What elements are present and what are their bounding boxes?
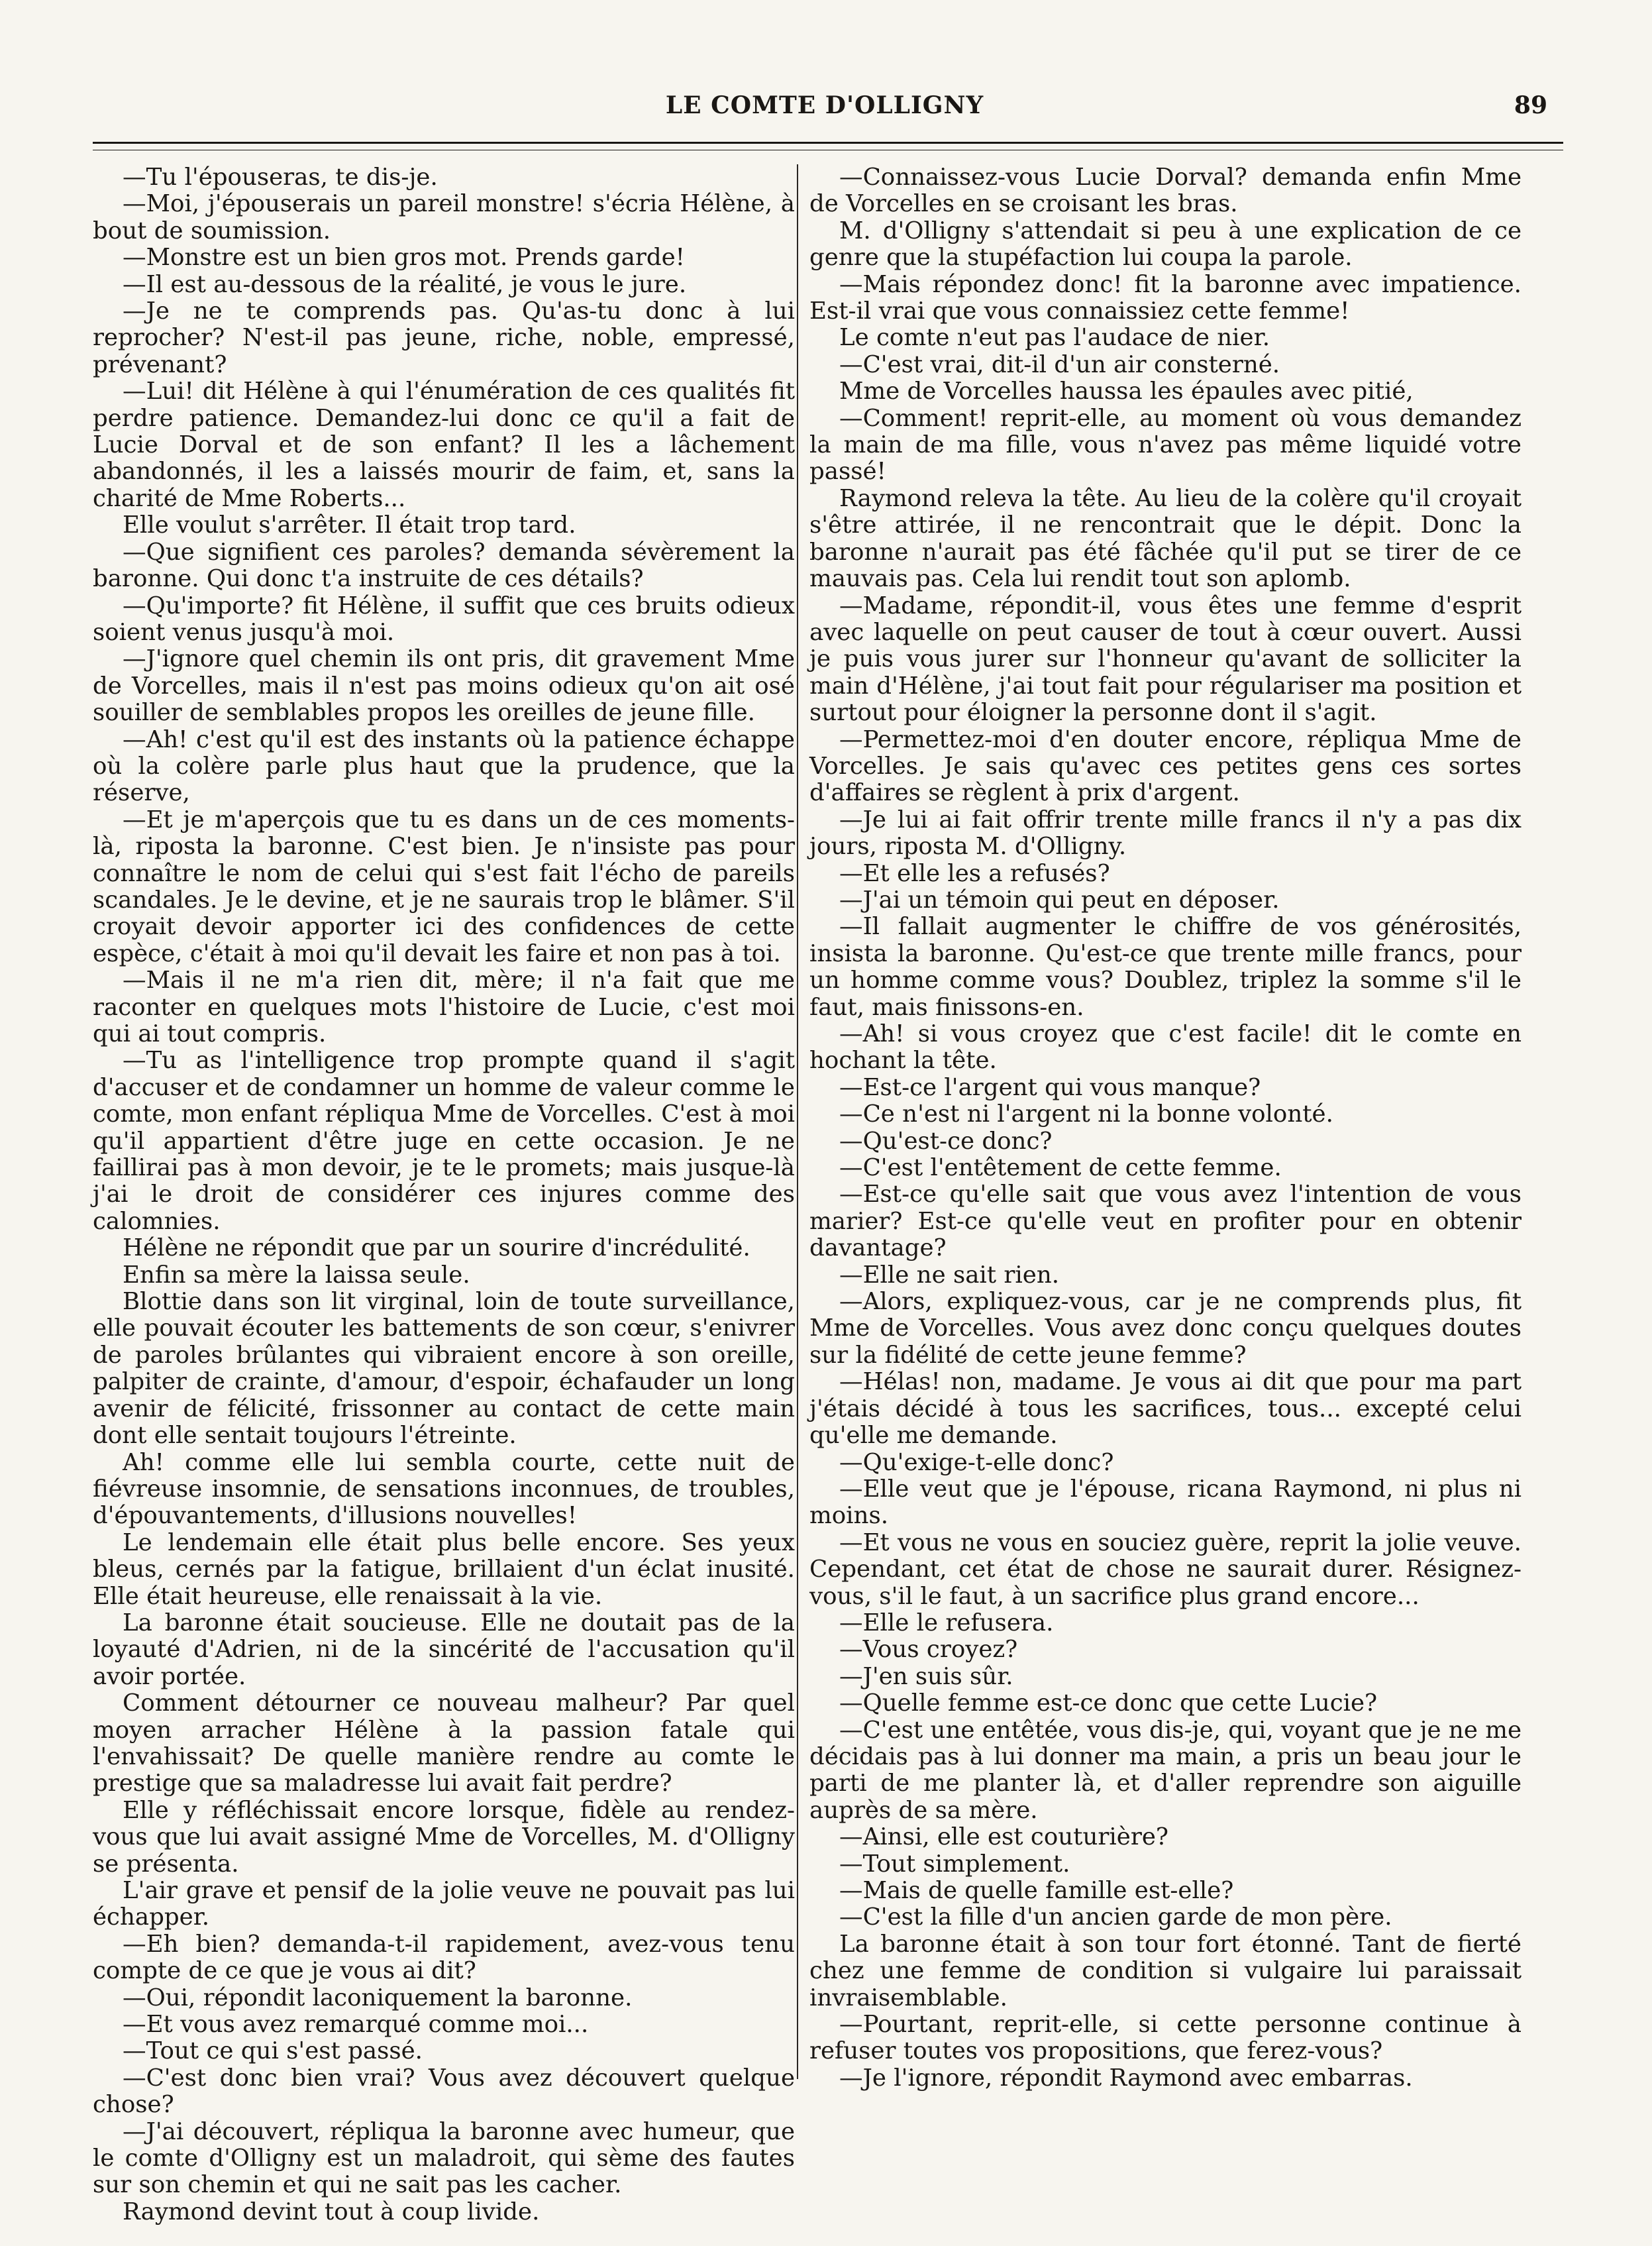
paragraph: M. d'Olligny s'attendait si peu à une explication de ce genre que la stupéfaction lui coupa la parole. <box>809 217 1522 272</box>
paragraph: —Et je m'aperçois que tu es dans un de ces moments-là, riposta la baronne. C'est bien. Je n'insiste pas pour connaître le nom de celui qui s'est fait l'écho de pareils scandales. Je le devine, et je ne saurais trop le blâmer. S'il croyait devoir apporter ici des confidences de cette espèce, c'était à moi qu'il devait les faire et non pas à toi. <box>93 806 795 967</box>
paragraph: —Tout simplement. <box>839 1850 1070 1878</box>
paragraph: —Tu as l'intelligence trop prompte quand il s'agit d'accuser et de condamner un homme de valeur comme le comte, mon enfant répliqua Mme de Vorcelles. C'est à moi qu'il appartient d'être juge en cette occasion. Je ne faillirai pas à mon devoir, je te le promets; mais jusque-là j'ai le droit de considérer ces injures comme des calomnies. <box>93 1047 795 1235</box>
paragraph: Ah! comme elle lui sembla courte, cette nuit de fiévreuse insomnie, de sensations inconnues, de troubles, d'épouvantements, d'illusions nouvelles! <box>93 1448 795 1530</box>
paragraph: —Qu'est-ce donc? <box>839 1127 1053 1155</box>
paragraph: —J'ai découvert, répliqua la baronne avec humeur, que le comte d'Olligny est un maladroit, qui sème des fautes sur son chemin et qui ne sait pas les cacher. <box>93 2117 795 2199</box>
paragraph: —Permettez-moi d'en douter encore, répliqua Mme de Vorcelles. Je sais qu'avec ces petites gens ces sortes d'affaires se règlent à prix d'argent. <box>809 725 1522 807</box>
paragraph: —Ah! si vous croyez que c'est facile! dit le comte en hochant la tête. <box>809 1020 1522 1075</box>
paragraph: —Est-ce l'argent qui vous manque? <box>839 1073 1261 1101</box>
paragraph: —Mais il ne m'a rien dit, mère; il n'a fait que me raconter en quelques mots l'histoire de Lucie, c'est moi qui ai tout compris. <box>93 967 795 1047</box>
paragraph: —Il est au-dessous de la réalité, je vous le jure. <box>123 270 687 298</box>
running-title: LE COMTE D'OLLIGNY <box>665 91 984 119</box>
paragraph: —C'est une entêtée, vous dis-je, qui, voyant que je ne me décidais pas à lui donner ma main, a pris un beau jour le parti de me planter là, et d'aller reprendre son aiguille auprès de sa mère. <box>809 1716 1522 1824</box>
paragraph: —Madame, répondit-il, vous êtes une femme d'esprit avec laquelle on peut causer de tout à cœur ouvert. Aussi je puis vous jurer sur l'honneur qu'avant de solliciter la main d'Hélène, j'ai tout fait pour régulariser ma position et surtout pour éloigner la personne dont il s'agit. <box>809 592 1522 727</box>
paragraph: Elle voulut s'arrêter. Il était trop tard. <box>123 511 576 539</box>
paragraph: Hélène ne répondit que par un sourire d'incrédulité. <box>123 1234 750 1262</box>
paragraph: —Lui! dit Hélène à qui l'énumération de ces qualités fit perdre patience. Demandez-lui donc ce qu'il a fait de Lucie Dorval et de son enfant? Il les a lâchement abandonnés, il les a laissés mourir de faim, et, sans la charité de Mme Roberts... <box>93 378 795 512</box>
paragraph: —J'en suis sûr. <box>839 1662 1013 1690</box>
paragraph: Enfin sa mère la laissa seule. <box>123 1261 470 1289</box>
paragraph: —Je lui ai fait offrir trente mille francs il n'y a pas dix jours, riposta M. d'Olligny. <box>809 806 1522 861</box>
paragraph: —Moi, j'épouserais un pareil monstre! s'écria Hélène, à bout de soumission. <box>93 190 795 244</box>
paragraph: Raymond devint tout à coup livide. <box>123 2198 540 2225</box>
right-column <box>809 164 1522 2092</box>
paragraph: —Oui, répondit laconiquement la baronne. <box>123 1984 633 2011</box>
paragraph: —Ce n'est ni l'argent ni la bonne volonté. <box>839 1100 1333 1128</box>
paragraph: —Ainsi, elle est couturière? <box>839 1823 1168 1851</box>
page-number: 89 <box>1514 91 1547 119</box>
paragraph: —Eh bien? demanda-t-il rapidement, avez-vous tenu compte de ce que je vous ai dit? <box>93 1930 795 1985</box>
paragraph: Mme de Vorcelles haussa les épaules avec pitié, <box>839 378 1414 405</box>
paragraph: —Alors, expliquez-vous, car je ne comprends plus, fit Mme de Vorcelles. Vous avez donc conçu quelques doutes sur la fidélité de cette jeune femme? <box>809 1288 1522 1369</box>
paragraph: —Tu l'épouseras, te dis-je. <box>123 164 438 191</box>
paragraph: —C'est donc bien vrai? Vous avez découvert quelque chose? <box>93 2064 795 2119</box>
paragraph: Le comte n'eut pas l'audace de nier. <box>839 324 1270 352</box>
paragraph: La baronne était à son tour fort étonné. Tant de fierté chez une femme de condition si vulgaire lui paraissait invraisemblable. <box>809 1930 1522 2011</box>
paragraph: —C'est l'entêtement de cette femme. <box>839 1154 1282 1182</box>
paragraph: —Et vous ne vous en souciez guère, reprit la jolie veuve. Cependant, cet état de chose ne saurait durer. Résignez-vous, s'il le faut, à un sacrifice plus grand encore... <box>809 1528 1522 1610</box>
paragraph: —Ah! c'est qu'il est des instants où la patience échappe où la colère parle plus haut que la prudence, que la réserve, <box>93 725 795 807</box>
paragraph: —Tout ce qui s'est passé. <box>123 2037 423 2065</box>
paragraph: L'air grave et pensif de la jolie veuve ne pouvait pas lui échapper. <box>93 1877 795 1931</box>
paragraph: —Elle ne sait rien. <box>839 1261 1060 1289</box>
paragraph: —Pourtant, reprit-elle, si cette personne continue à refuser toutes vos propositions, que ferez-vous? <box>809 2011 1522 2065</box>
paragraph: La baronne était soucieuse. Elle ne doutait pas de la loyauté d'Adrien, ni de la sincérité de l'accusation qu'il avoir portée. <box>93 1609 795 1690</box>
page-header <box>93 91 1557 131</box>
column-divider <box>797 164 798 2079</box>
paragraph: —Qu'importe? fit Hélène, il suffit que ces bruits odieux soient venus jusqu'à moi. <box>93 592 795 646</box>
paragraph: —Vous croyez? <box>839 1636 1018 1664</box>
paragraph: —Comment! reprit-elle, au moment où vous demandez la main de ma fille, vous n'avez pas même liquidé votre passé! <box>809 404 1522 486</box>
paragraph: —Connaissez-vous Lucie Dorval? demanda enfin Mme de Vorcelles en se croisant les bras. <box>809 164 1522 218</box>
paragraph: —C'est la fille d'un ancien garde de mon père. <box>839 1903 1392 1931</box>
paragraph: —Je l'ignore, répondit Raymond avec embarras. <box>839 2064 1413 2092</box>
paragraph: —Quelle femme est-ce donc que cette Lucie? <box>839 1689 1378 1717</box>
paragraph: Elle y réfléchissait encore lorsque, fidèle au rendez-vous que lui avait assigné Mme de Vorcelles, M. d'Olligny se présenta. <box>93 1796 795 1878</box>
paragraph: —Mais de quelle famille est-elle? <box>839 1877 1234 1904</box>
paragraph: —Qu'exige-t-elle donc? <box>839 1448 1114 1476</box>
paragraph: Raymond releva la tête. Au lieu de la colère qu'il croyait s'être attirée, il ne rencontrait que le dépit. Donc la baronne n'aurait pas été fâchée qu'il put se tirer de ce mauvais pas. Cela lui rendit tout son aplomb. <box>809 484 1522 593</box>
paragraph: —J'ignore quel chemin ils ont pris, dit gravement Mme de Vorcelles, mais il n'est pas moins odieux qu'on ait osé souiller de semblables propos les oreilles de jeune fille. <box>93 645 795 727</box>
paragraph: Comment détourner ce nouveau malheur? Par quel moyen arracher Hélène à la passion fatale qui l'envahissait? De quelle manière rendre au comte le prestige que sa maladresse lui avait fait perdre? <box>93 1689 795 1797</box>
left-column <box>93 164 795 2225</box>
paragraph: —Est-ce qu'elle sait que vous avez l'intention de vous marier? Est-ce qu'elle veut en profiter pour en obtenir davantage? <box>809 1181 1522 1262</box>
paragraph: —J'ai un témoin qui peut en déposer. <box>839 886 1280 914</box>
paragraph: —Elle veut que je l'épouse, ricana Raymond, ni plus ni moins. <box>809 1475 1522 1530</box>
paragraph: —Et vous avez remarqué comme moi... <box>123 2011 589 2039</box>
paragraph: —Elle le refusera. <box>839 1609 1054 1636</box>
paragraph: —C'est vrai, dit-il d'un air consterné. <box>839 350 1280 378</box>
paragraph: —Je ne te comprends pas. Qu'as-tu donc à lui reprocher? N'est-il pas jeune, riche, noble, empressé, prévenant? <box>93 297 795 378</box>
paragraph: —Et elle les a refusés? <box>839 859 1110 887</box>
paragraph: —Hélas! non, madame. Je vous ai dit que pour ma part j'étais décidé à tous les sacrifices, tous... excepté celui qu'elle me demande. <box>809 1368 1522 1450</box>
paragraph: —Monstre est un bien gros mot. Prends garde! <box>123 244 685 272</box>
paragraph: —Que signifient ces paroles? demanda sévèrement la baronne. Qui donc t'a instruite de ces détails? <box>93 538 795 593</box>
paragraph: Le lendemain elle était plus belle encore. Ses yeux bleus, cernés par la fatigue, brillaient d'un éclat inusité. Elle était heureuse, elle renaissait à la vie. <box>93 1528 795 1610</box>
header-rule-thick <box>93 142 1563 144</box>
paragraph: Blottie dans son lit virginal, loin de toute surveillance, elle pouvait écouter les battements de son cœur, s'enivrer de paroles brûlantes qui vibraient encore à son oreille, palpiter de crainte, d'amour, d'espoir, échafauder un long avenir de félicité, frissonner au contact de cette main dont elle sentait toujours l'étreinte. <box>93 1288 795 1450</box>
paragraph: —Il fallait augmenter le chiffre de vos générosités, insista la baronne. Qu'est-ce que trente mille francs, pour un homme comme vous? Doublez, triplez la somme s'il le faut, mais finissons-en. <box>809 913 1522 1021</box>
paragraph: —Mais répondez donc! fit la baronne avec impatience. Est-il vrai que vous connaissiez cette femme! <box>809 270 1522 325</box>
